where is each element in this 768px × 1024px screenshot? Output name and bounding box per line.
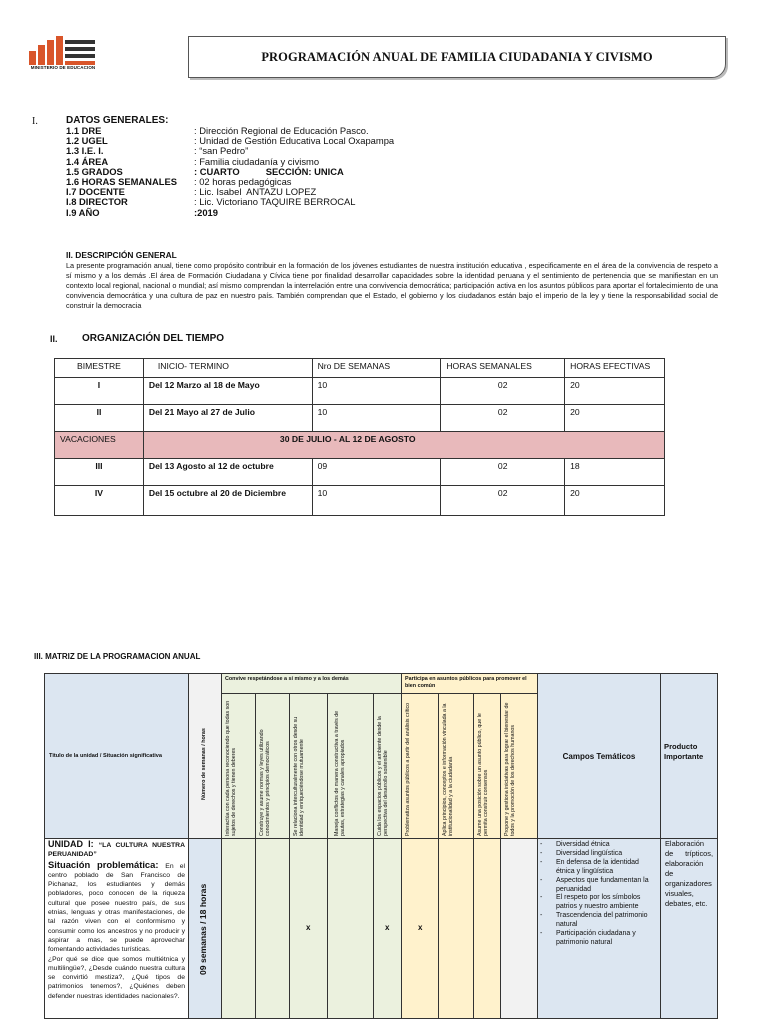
datos-label: 1.1 DRE — [66, 125, 102, 136]
campo-tematico-item: - Participación ciudadana y patrimonio natural — [556, 930, 656, 948]
organizacion-table — [54, 358, 665, 516]
datos-value: : CUARTO SECCIÓN: UNICA — [194, 165, 344, 177]
horas-semanales-cell: 02 — [441, 459, 565, 486]
datos-value: : Familia ciudadanía y civismo — [194, 155, 320, 167]
competencia-col — [438, 693, 474, 839]
datos-label: 1.2 UGEL — [66, 135, 108, 147]
competencia-mark-cell — [500, 838, 538, 1019]
competencia-col — [401, 693, 439, 839]
competencia-text: Cuida los espacios públicos y el ambiente desde la perspectiva del desarrollo sostenible — [377, 716, 390, 836]
campos-list — [538, 841, 656, 948]
situacion-text: En el centro poblado de San Francisco de Pichanaz, los estudiantes y demás pobladores, poco conocen de la riqueza cultural que posee nuestro país, de sus etnias, lenguas y otras manifestaciones, de tal razón viven con el conformismo y consumir como los ancestros y no producir y aspirar a mas, se puede aprovechar fomentando actividades turísticas. — [48, 862, 185, 954]
competencia-mark-cell — [327, 838, 374, 1019]
datos-value: : Unidad de Gestión Educativa Local Oxapampa — [194, 135, 395, 147]
competencia-col — [255, 693, 290, 839]
competencia-col — [373, 693, 402, 839]
header-titulo: Titulo de la unidad / Situación significativa — [49, 753, 163, 759]
table-header-row — [55, 359, 665, 378]
table-row — [55, 486, 665, 516]
horas-efectivas-cell: 20 — [565, 405, 665, 432]
campo-tematico-item: - Aspectos que fundamentan la peruanidad — [556, 877, 656, 895]
campo-tematico-item: - Diversidad lingüística — [556, 850, 656, 859]
periodo-cell: Del 13 Agosto al 12 de octubre — [143, 459, 312, 486]
horas-semanales-cell: 02 — [441, 378, 565, 405]
datos-label: I.7 DOCENTE — [66, 186, 125, 198]
matriz-table — [44, 673, 718, 1019]
periodo-cell: Del 15 octubre al 20 de Diciembre — [143, 486, 312, 516]
campo-tematico-item: - Trascendencia del patrimonio natural — [556, 912, 656, 930]
datos-label: 1.5 GRADOS — [66, 165, 123, 177]
matriz-title: III. MATRIZ DE LA PROGRAMACION ANUAL — [34, 652, 201, 661]
document-title: PROGRAMACIÓN ANUAL DE FAMILIA CIUDADANIA Y CIVISMO — [261, 49, 653, 64]
header-inicio-termino: INICIO- TERMINO — [143, 359, 312, 378]
datos-generales-title: DATOS GENERALES: — [66, 115, 169, 126]
header-bimestre: BIMESTRE — [55, 359, 144, 378]
horas-efectivas-cell: 18 — [565, 459, 665, 486]
datos-label: 1.4 ÁREA — [66, 155, 109, 167]
periodo-cell: Del 21 Mayo al 27 de Julio — [143, 405, 312, 432]
header-producto-cell — [660, 673, 718, 839]
competencia-text: Construye y asume normas y leyes utilizando conocimientos y principios democráticos — [259, 729, 272, 836]
competencia-col — [221, 693, 256, 839]
datos-value: : “san Pedro” — [194, 145, 249, 157]
competencia-text: Problematiza asuntos públicos a partir del análisis crítico — [405, 702, 411, 836]
competencia-mark-cell — [401, 838, 439, 1019]
campo-tematico-item: - En defensa de la identidad étnica y lingüística — [556, 859, 656, 877]
vacaciones-label: VACACIONES — [55, 432, 144, 459]
grupo-participa: Participa en asuntos públicos para promover el bien común — [401, 673, 538, 694]
competencia-mark-cell — [221, 838, 256, 1019]
organizacion-title: ORGANIZACIÓN DEL TIEMPO — [82, 333, 225, 344]
logo-caption: MINISTERIO DE EDUCACION — [30, 65, 96, 70]
datos-value: : Dirección Regional de Educación Pasco. — [194, 125, 369, 136]
header-producto: Producto Importante — [664, 742, 704, 761]
producto-text: Elaboración de trípticos, elaboración de organizadores visuales, debates, etc. — [665, 839, 713, 908]
producto-cell — [660, 838, 718, 1019]
horas-semanales-cell: 02 — [441, 405, 565, 432]
competencia-text: Interactúa con cada persona reconociendo que todas son sujetos de derechos y tienen deberes — [225, 700, 238, 836]
datos-label: 1.3 I.E. I. — [66, 145, 104, 157]
competencia-text: Aplica principios, conceptos e información vinculada a la institucionalidad y a la ciudadanía — [442, 703, 455, 836]
competencia-mark: x — [418, 923, 423, 932]
competencia-text: Asume una posición sobre un asunto público, que le permita construir consensos — [477, 713, 490, 836]
semanas-cell: 10 — [312, 486, 441, 516]
competencia-mark-cell — [373, 838, 402, 1019]
competencia-text: Maneja conflictos de manera constructiva a través de pautas, estrategias y canales apropiados — [334, 710, 347, 836]
header-semanas-cell — [188, 673, 222, 839]
competencia-mark-cell — [255, 838, 290, 1019]
semanas-text: 09 semanas / 18 horas — [198, 883, 208, 975]
document-title-box — [188, 36, 726, 78]
header-titulo-cell — [44, 673, 189, 839]
datos-label: I.8 DIRECTOR — [66, 196, 128, 208]
bimestre-cell: III — [55, 459, 144, 486]
competencia-col — [289, 693, 328, 839]
unidad-titulo: “LA CULTURA NUESTRA PERUANIDAD” — [48, 842, 185, 859]
vacaciones-periodo: 30 DE JULIO - AL 12 DE AGOSTO — [143, 432, 664, 459]
section-number-datos: I. — [32, 116, 38, 127]
competencia-mark-cell — [438, 838, 474, 1019]
datos-generales-list — [66, 126, 394, 218]
competencia-col — [500, 693, 538, 839]
unidad-cell — [44, 838, 189, 1019]
datos-value: : 02 horas pedagógicas — [194, 176, 292, 188]
semanas-cell: 09 — [312, 459, 441, 486]
datos-row — [66, 197, 394, 207]
periodo-cell: Del 12 Marzo al 18 de Mayo — [143, 378, 312, 405]
grupo-convive: Convive respetándose a sí mismo y a los demás — [221, 673, 402, 694]
competencia-mark-cell — [473, 838, 501, 1019]
semanas-cell: 10 — [312, 378, 441, 405]
header-semanas: Número de semanas / horas — [201, 728, 207, 800]
competencia-mark: x — [385, 923, 390, 932]
table-row — [55, 405, 665, 432]
competencia-col — [327, 693, 374, 839]
horas-efectivas-cell: 20 — [565, 378, 665, 405]
datos-value: :2019 — [194, 206, 218, 218]
campos-cell — [537, 838, 661, 1019]
header-campos-cell — [537, 673, 661, 839]
campo-tematico-item: - El respeto por los símbolos patrios y nuestro ambiente — [556, 894, 656, 912]
table-row — [55, 378, 665, 405]
competencia-mark: x — [306, 923, 311, 932]
descripcion-text: La presente programación anual, tiene como propósito contribuir en la formación de los jóvenes estudiantes de nuestra institución educativa , especificamente en el área de la convivencia de respeto a sí mismo y a los demás .El área de Formación Ciudadana y Cívica tiene por finalidad desarrollar capacidades sobre la identidad peruana y el sentimiento de pertenencia que se manifiestan en un contexto local regional, nacional o mundial; así mismo comprendan la interrelación entre una convivencia democrática; participación activa en los asuntos públicos para aportar el fortalecimiento de una convivencia democrática y una cultura de paz en nuestro país. También comprendan que el Estado, el gobierno y los ciudadanos están bajo el imperio de la ley y tiene la responsabilidad social de construir la democracia — [66, 261, 718, 311]
datos-value: : Lic. Isabel ANTAZU LOPEZ — [194, 186, 317, 198]
datos-label: I.9 AÑO — [66, 206, 100, 218]
semanas-cell — [188, 838, 222, 1019]
vacaciones-row — [55, 432, 665, 459]
descripcion-title: II. DESCRIPCIÓN GENERAL — [66, 250, 177, 260]
header-horas-semanales: HORAS SEMANALES — [441, 359, 565, 378]
header-semanas: Nro DE SEMANAS — [312, 359, 441, 378]
horas-efectivas-cell: 20 — [565, 486, 665, 516]
campo-tematico-item: - Diversidad étnica — [556, 841, 656, 850]
datos-row — [66, 208, 394, 218]
datos-value: : Lic. Victoriano TAQUIRE BERROCAL — [194, 196, 356, 208]
situacion-label: Situación problemática: — [48, 858, 166, 870]
competencia-text: Se relaciona interculturalmente con otros desde su identidad y enriqueciéndose mutuamente — [293, 716, 306, 836]
horas-semanales-cell: 02 — [441, 486, 565, 516]
unidad-label: UNIDAD I: — [48, 839, 99, 849]
semanas-cell: 10 — [312, 405, 441, 432]
bimestre-cell: II — [55, 405, 144, 432]
section-number-organizacion: II. — [50, 334, 58, 344]
competencia-text: Propone y gestiona iniciativas para lograr el bienestar de todos y la promoción de los derechos humanos — [504, 702, 517, 836]
competencia-col — [473, 693, 501, 839]
competencia-mark-cell — [289, 838, 328, 1019]
table-row — [55, 459, 665, 486]
header-campos: Campos Temáticos — [562, 752, 636, 761]
bimestre-cell: I — [55, 378, 144, 405]
bimestre-cell: IV — [55, 486, 144, 516]
preguntas-text: ¿Por qué se dice que somos multiétnica y multilingüe?, ¿Desde cuándo nuestra cultura se convirtió mestiza?, ¿Qué tipos de patrimonios tenemos?, ¿Quiénes deben defender nuestras identidades nacionales?. — [48, 955, 185, 1000]
datos-label: 1.6 HORAS SEMANALES — [66, 176, 177, 188]
header-horas-efectivas: HORAS EFECTIVAS — [565, 359, 665, 378]
